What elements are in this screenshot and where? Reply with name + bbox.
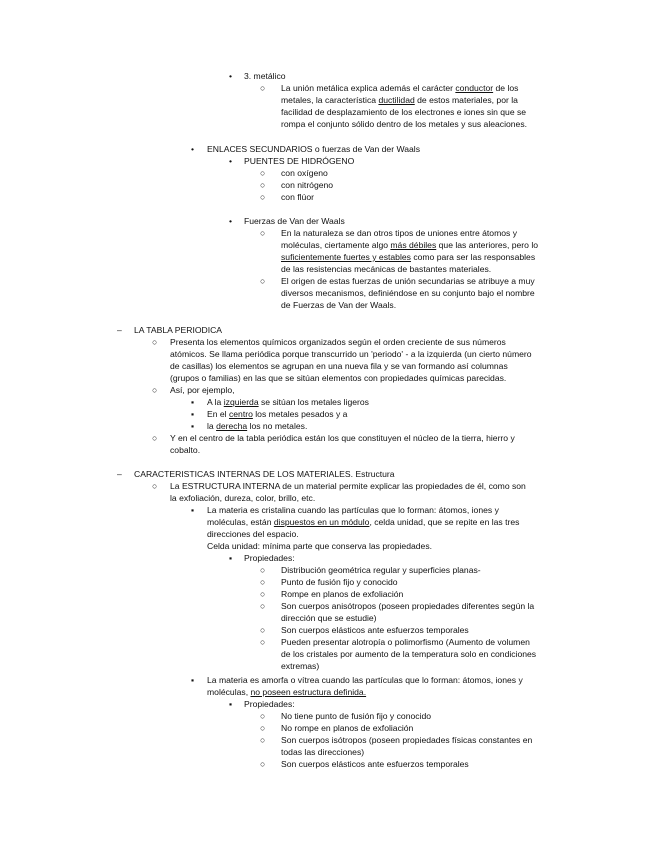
bullet: ○ — [260, 625, 266, 635]
bullet: – — [117, 469, 122, 479]
bullet: ○ — [260, 723, 266, 733]
bullet: ○ — [260, 601, 266, 611]
bullet: ○ — [260, 577, 266, 587]
bullet: ○ — [152, 481, 158, 491]
paragraph-line: metales, la característica ductilidad de estos materiales, por la — [281, 95, 518, 105]
list-item: con nitrógeno — [281, 180, 334, 190]
bullet: ○ — [152, 337, 158, 347]
bullet: ▪ — [191, 505, 195, 515]
bullet: ○ — [260, 637, 266, 647]
list-item: En el centro los metales pesados y a — [207, 409, 348, 419]
paragraph-line: (grupos o familias) en las que se sitúan elementos con propiedades químicas parecidas. — [170, 373, 507, 383]
list-item: Son cuerpos isótropos (poseen propiedades físicas constantes en — [281, 735, 533, 745]
section-heading: CARACTERISTICAS INTERNAS DE LOS MATERIALES. Estructura — [134, 469, 395, 479]
list-item: No rompe en planos de exfoliación — [281, 723, 414, 733]
bullet: ○ — [260, 228, 266, 238]
list-item-propiedades: Propiedades: — [244, 553, 295, 563]
paragraph-line: cobalto. — [170, 445, 201, 455]
list-item-continuation: de los cristales por aumento de la temperatura solo en condiciones — [281, 649, 537, 659]
paragraph-line: La ESTRUCTURA INTERNA de un material permite explicar las propiedades de él, como son — [170, 481, 526, 491]
bullet: ▪ — [229, 699, 233, 709]
paragraph-line: Así, por ejemplo, — [170, 385, 235, 395]
list-item-continuation: todas las direcciones) — [281, 747, 365, 757]
list-item-continuation: dirección que se estudie) — [281, 613, 377, 623]
bullet: ▪ — [191, 397, 195, 407]
bullet: ○ — [152, 385, 158, 395]
bullet: ○ — [260, 83, 266, 93]
paragraph-line: de Fuerzas de Van der Waals. — [281, 300, 397, 310]
list-item-propiedades: Propiedades: — [244, 699, 295, 709]
paragraph-line: atómicos. Se llama periódica porque transcurrido un 'periodo' - a la izquierda (un cierto número — [170, 349, 532, 359]
paragraph-line: La materia es amorfa o vítrea cuando las partículas que lo forman: átomos, iones y — [207, 675, 523, 685]
list-item: Son cuerpos elásticos ante esfuerzos temporales — [281, 759, 469, 769]
paragraph-line: moléculas, están dispuestos en un módulo, celda unidad, que se repite en las tres — [207, 517, 520, 527]
list-item-puentes: PUENTES DE HIDRÓGENO — [244, 156, 355, 166]
list-item: la derecha los no metales. — [207, 421, 308, 431]
paragraph-line: Presenta los elementos químicos organizados según el orden creciente de sus números — [170, 337, 506, 347]
paragraph-line: diversos mecanismos, definiéndose en su conjunto bajo el nombre — [281, 288, 535, 298]
paragraph-line: de las resistencias mecánicas de bastantes materiales. — [281, 264, 492, 274]
bullet: ○ — [260, 589, 266, 599]
bullet: ▪ — [229, 553, 233, 563]
bullet: ○ — [260, 759, 266, 769]
bullet: ○ — [260, 180, 266, 190]
section-heading: LA TABLA PERIODICA — [134, 325, 223, 335]
list-item-metalico: 3. metálico — [244, 71, 286, 81]
list-item: A la izquierda se sitúan los metales ligeros — [207, 397, 369, 407]
paragraph-line: direcciones del espacio. — [207, 529, 299, 539]
list-item: Rompe en planos de exfoliación — [281, 589, 404, 599]
paragraph-line: rompa el conjunto sólido dentro de los metales y sus aleaciones. — [281, 119, 528, 129]
paragraph-line: la exfoliación, dureza, color, brillo, etc. — [170, 493, 316, 503]
bullet: ○ — [152, 433, 158, 443]
paragraph-line: moléculas, no poseen estructura definida. — [207, 687, 367, 697]
bullet: • — [229, 71, 233, 81]
bullet: ○ — [260, 711, 266, 721]
bullet: • — [191, 144, 195, 154]
bullet: ▪ — [191, 409, 195, 419]
paragraph-line: El origen de estas fuerzas de unión secundarias se atribuye a muy — [281, 276, 535, 286]
bullet: • — [229, 156, 233, 166]
list-item: con oxígeno — [281, 168, 328, 178]
bullet: ○ — [260, 168, 266, 178]
bullet: – — [117, 325, 122, 335]
paragraph-line: Celda unidad: mínima parte que conserva las propiedades. — [207, 541, 433, 551]
list-item: Son cuerpos anisótropos (poseen propiedades diferentes según la — [281, 601, 535, 611]
list-item: Distribución geométrica regular y superficies planas- — [281, 565, 481, 575]
list-item: con flúor — [281, 192, 314, 202]
paragraph-line: Y en el centro de la tabla periódica están los que constituyen el núcleo de la tierra, hierro y — [170, 433, 515, 443]
section-heading: ENLACES SECUNDARIOS o fuerzas de Van der Waals — [207, 144, 421, 154]
bullet: ▪ — [191, 421, 195, 431]
paragraph-line: suficientemente fuertes y estables como para ser las responsables — [281, 252, 536, 262]
list-item: Punto de fusión fijo y conocido — [281, 577, 398, 587]
bullet: ○ — [260, 192, 266, 202]
bullet: ○ — [260, 276, 266, 286]
list-item: No tiene punto de fusión fijo y conocido — [281, 711, 432, 721]
list-item: Son cuerpos elásticos ante esfuerzos temporales — [281, 625, 469, 635]
paragraph-line: moléculas, ciertamente algo más débiles que las anteriores, pero lo — [281, 240, 539, 250]
bullet: ○ — [260, 735, 266, 745]
list-item-fuerzas: Fuerzas de Van der Waals — [244, 216, 345, 226]
paragraph-line: La materia es cristalina cuando las partículas que lo forman: átomos, iones y — [207, 505, 499, 515]
bullet: ○ — [260, 565, 266, 575]
paragraph-line: de casillas) los elementos se agrupan en una nueva fila y se van formando así columnas — [170, 361, 508, 371]
paragraph-line: facilidad de desplazamiento de los electrones e iones sin que se — [281, 107, 527, 117]
list-item: Pueden presentar alotropía o polimorfismo (Aumento de volumen — [281, 637, 530, 647]
list-item-continuation: extremas) — [281, 661, 320, 671]
paragraph-line: En la naturaleza se dan otros tipos de uniones entre átomos y — [281, 228, 517, 238]
paragraph-line: La unión metálica explica además el carácter conductor de los — [281, 83, 519, 93]
bullet: ▪ — [191, 675, 195, 685]
bullet: • — [229, 216, 233, 226]
